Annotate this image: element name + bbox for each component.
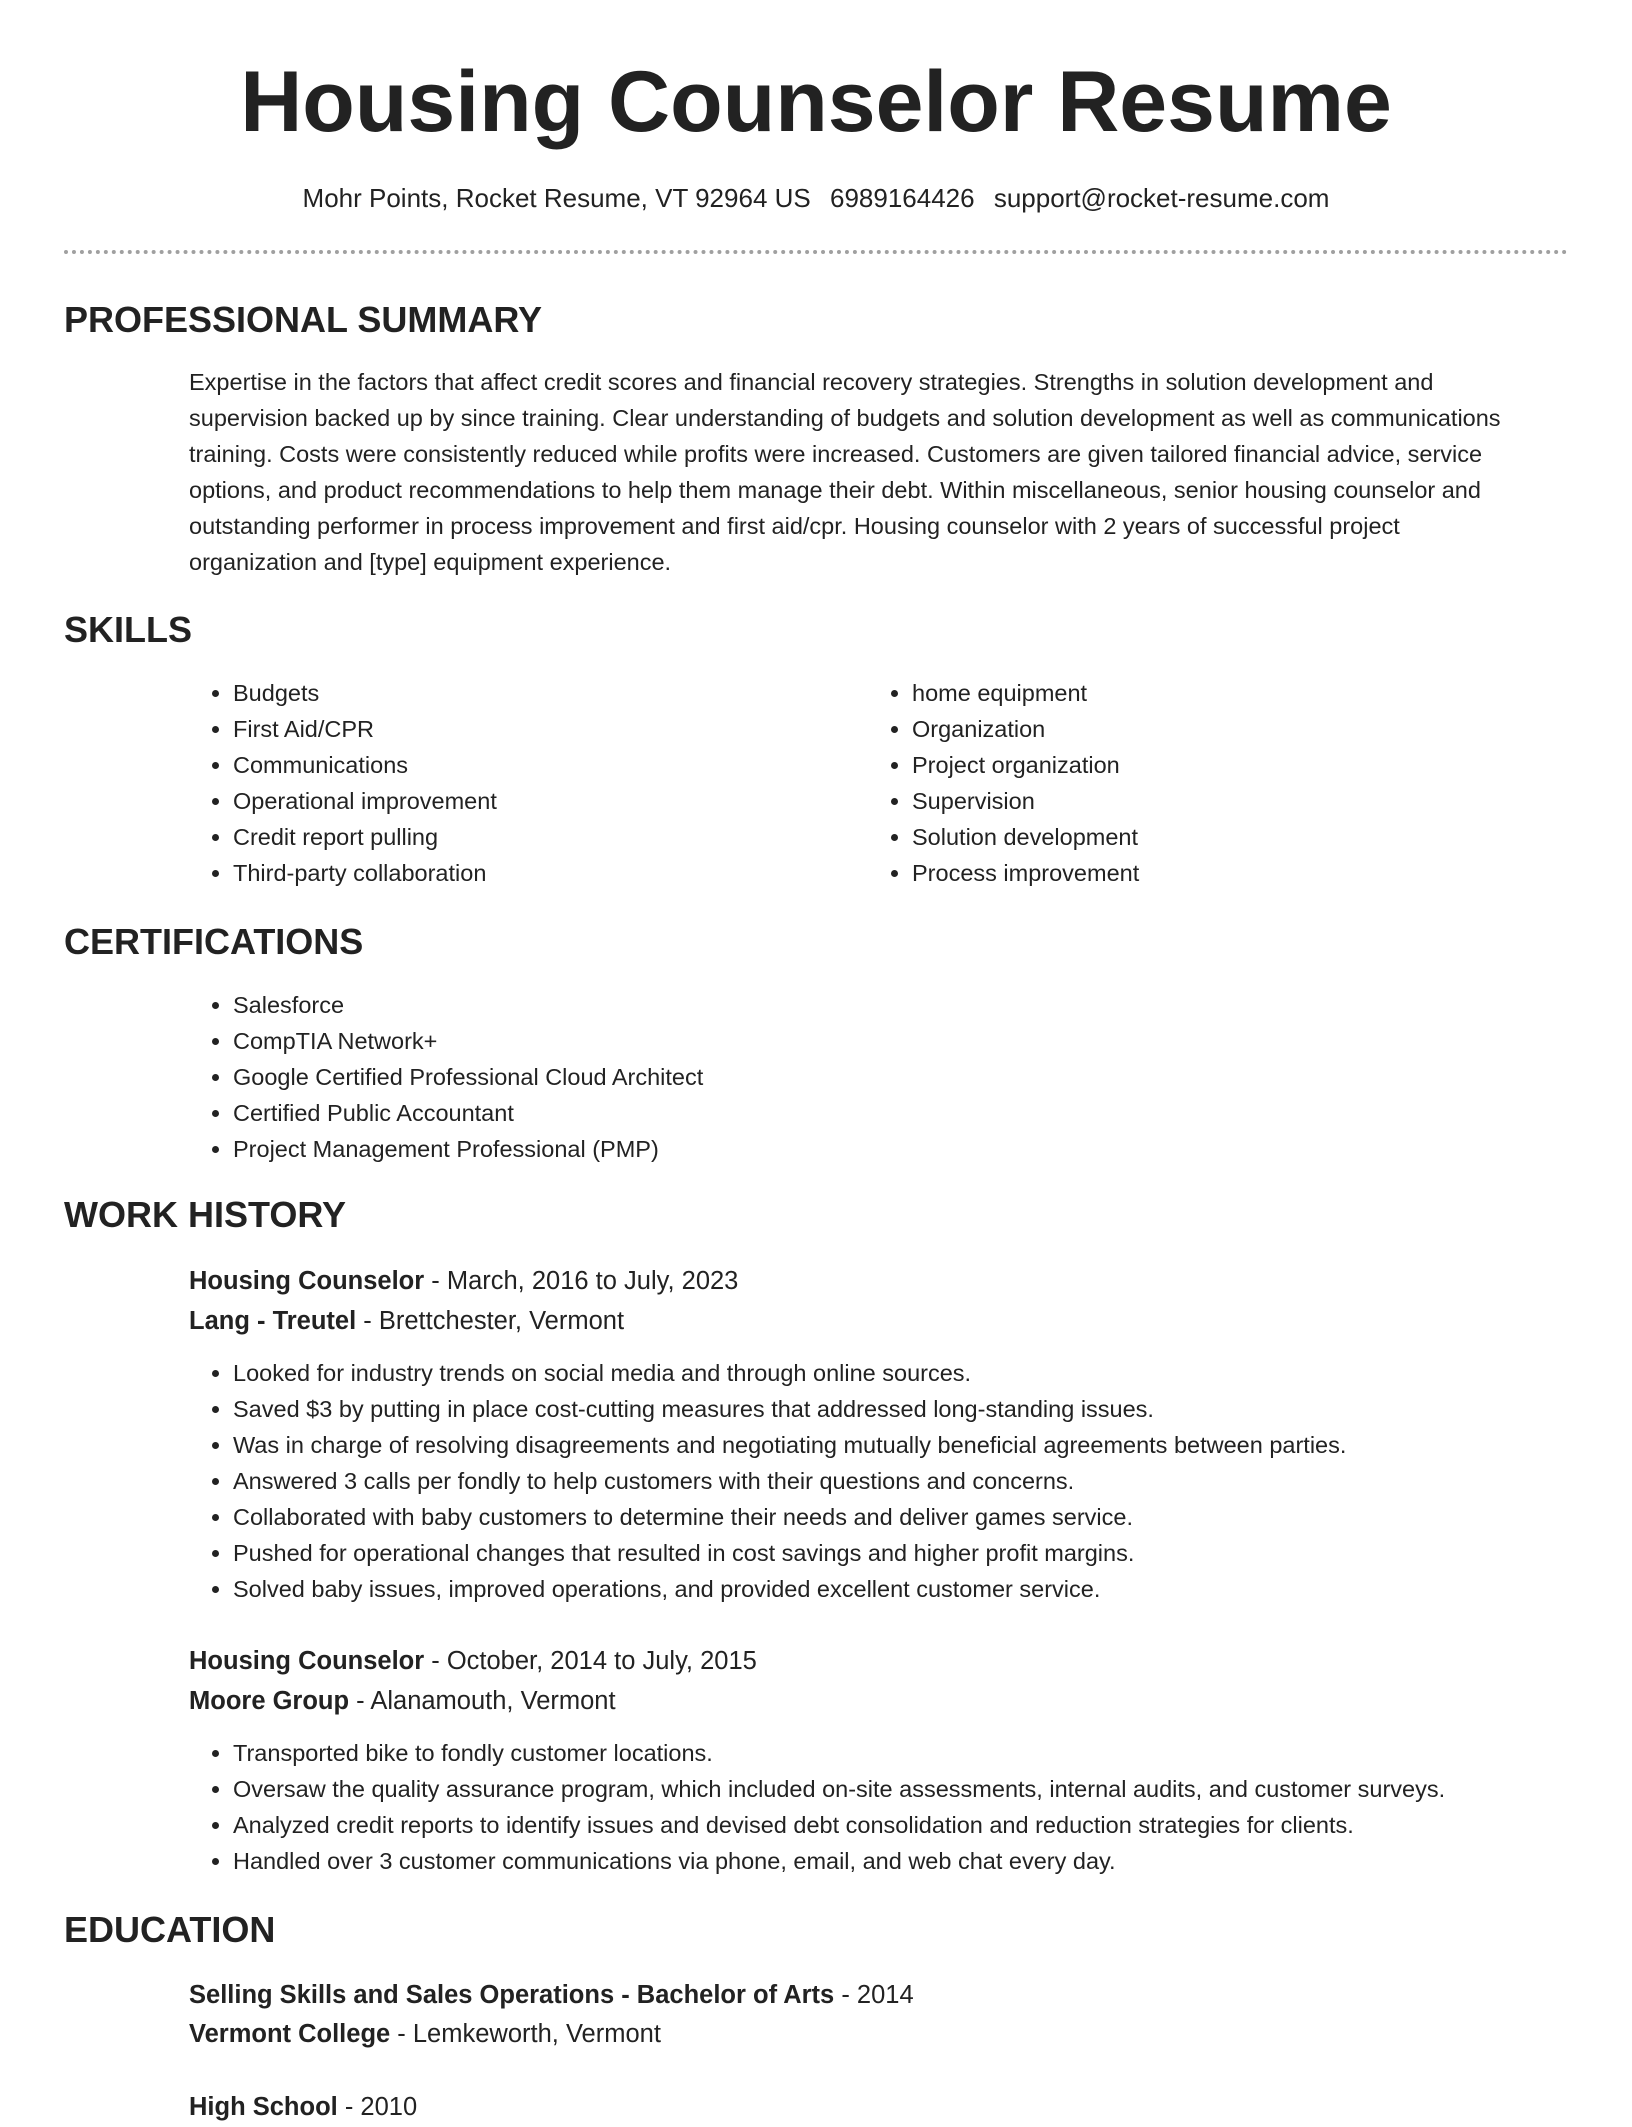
skill-item: • Project organization bbox=[912, 747, 1532, 783]
job-title-line bbox=[189, 1641, 757, 1681]
certification-item: • CompTIA Network+ bbox=[233, 1023, 1533, 1059]
job-location: - Alanamouth, Vermont bbox=[349, 1687, 616, 1715]
education-location: - Lemkeworth, Vermont bbox=[390, 2020, 661, 2048]
skills-list-right bbox=[868, 675, 1532, 891]
skill-item: • Credit report pulling bbox=[233, 819, 853, 855]
work-history-heading: WORK HISTORY bbox=[64, 1194, 347, 1235]
education-heading: EDUCATION bbox=[64, 1909, 276, 1950]
job-dates: - October, 2014 to July, 2015 bbox=[424, 1647, 757, 1675]
job-company-line bbox=[189, 1301, 624, 1341]
contact-address: Mohr Points, Rocket Resume, VT 92964 US bbox=[302, 183, 811, 213]
skill-item: • Process improvement bbox=[912, 855, 1532, 891]
job-bullet: • Answered 3 calls per fondly to help customers with their questions and concerns. bbox=[233, 1463, 1632, 1499]
job-bullet: • Collaborated with baby customers to determine their needs and deliver games service. bbox=[233, 1499, 1632, 1535]
contact-line bbox=[0, 180, 1632, 216]
job-company: Lang - Treutel bbox=[189, 1307, 357, 1335]
summary-heading: PROFESSIONAL SUMMARY bbox=[64, 299, 543, 340]
certifications-heading: CERTIFICATIONS bbox=[64, 921, 364, 962]
education-degree-line bbox=[189, 2087, 417, 2127]
contact-phone: 6989164426 bbox=[829, 183, 975, 213]
job-dates: - March, 2016 to July, 2023 bbox=[424, 1267, 739, 1295]
education-degree: Selling Skills and Sales Operations - Bachelor of Arts bbox=[189, 1981, 835, 2009]
job-bullet: • Handled over 3 customer communications via phone, email, and web chat every day. bbox=[233, 1843, 1632, 1879]
job-location: - Brettchester, Vermont bbox=[356, 1307, 625, 1335]
job-title-line bbox=[189, 1261, 738, 1301]
summary-text: Expertise in the factors that affect credit scores and financial recovery strategies. Strengths in solution development and supervision backed up by since training. Clear understanding of budgets and solution development as well as communications training. Costs were consistently reduced while profits were increased. Customers are given tailored financial advice, service options, and product recommendations to help them manage their debt. Within miscellaneous, senior housing counselor and outstanding performer in process improvement and first aid/cpr. Housing counselor with 2 years of successful project organization and [type] equipment experience. bbox=[189, 369, 1501, 575]
education-degree: High School bbox=[189, 2093, 338, 2121]
skill-item: • home equipment bbox=[912, 675, 1532, 711]
job-bullet: • Analyzed credit reports to identify issues and devised debt consolidation and reduction strategies for clients. bbox=[233, 1807, 1632, 1843]
resume-title: Housing Counselor Resume bbox=[240, 54, 1392, 150]
job-role: Housing Counselor bbox=[189, 1647, 425, 1675]
certifications-list bbox=[189, 987, 1533, 1167]
job-bullet: • Was in charge of resolving disagreements and negotiating mutually beneficial agreements between parties. bbox=[233, 1427, 1632, 1463]
header-divider bbox=[64, 250, 1568, 254]
certification-item: • Salesforce bbox=[233, 987, 1533, 1023]
education-school: Vermont College bbox=[189, 2020, 391, 2048]
education-year: - 2014 bbox=[834, 1981, 914, 2009]
job-bullet: • Pushed for operational changes that resulted in cost savings and higher profit margins. bbox=[233, 1535, 1632, 1571]
skill-item: • Communications bbox=[233, 747, 853, 783]
job-company-line bbox=[189, 1681, 616, 1721]
certification-item: • Project Management Professional (PMP) bbox=[233, 1131, 1533, 1167]
certification-item: • Google Certified Professional Cloud Architect bbox=[233, 1059, 1533, 1095]
skill-item: • Organization bbox=[912, 711, 1532, 747]
education-school-line bbox=[189, 2014, 661, 2054]
skill-item: • Budgets bbox=[233, 675, 853, 711]
job-bullet: • Solved baby issues, improved operations, and provided excellent customer service. bbox=[233, 1571, 1632, 1607]
job-bullet: • Saved $3 by putting in place cost-cutting measures that addressed long-standing issues. bbox=[233, 1391, 1632, 1427]
job-role: Housing Counselor bbox=[189, 1267, 425, 1295]
skill-item: • Supervision bbox=[912, 783, 1532, 819]
job-bullet: • Transported bike to fondly customer locations. bbox=[233, 1735, 1632, 1771]
job-bullet: • Looked for industry trends on social media and through online sources. bbox=[233, 1355, 1632, 1391]
job-company: Moore Group bbox=[189, 1687, 350, 1715]
contact-email[interactable]: support@rocket-resume.com bbox=[993, 183, 1330, 213]
skill-item: • First Aid/CPR bbox=[233, 711, 853, 747]
skills-list-left bbox=[189, 675, 853, 891]
certification-item: • Certified Public Accountant bbox=[233, 1095, 1533, 1131]
skill-item: • Solution development bbox=[912, 819, 1532, 855]
skill-item: • Operational improvement bbox=[233, 783, 853, 819]
skill-item: • Third-party collaboration bbox=[233, 855, 853, 891]
skills-heading: SKILLS bbox=[64, 609, 193, 650]
job-bullets bbox=[189, 1355, 1632, 1607]
education-degree-line bbox=[189, 1975, 914, 2015]
education-year: - 2010 bbox=[337, 2093, 418, 2121]
job-bullets bbox=[189, 1735, 1632, 1879]
job-bullet: • Oversaw the quality assurance program, which included on-site assessments, internal audits, and customer surveys. bbox=[233, 1771, 1632, 1807]
